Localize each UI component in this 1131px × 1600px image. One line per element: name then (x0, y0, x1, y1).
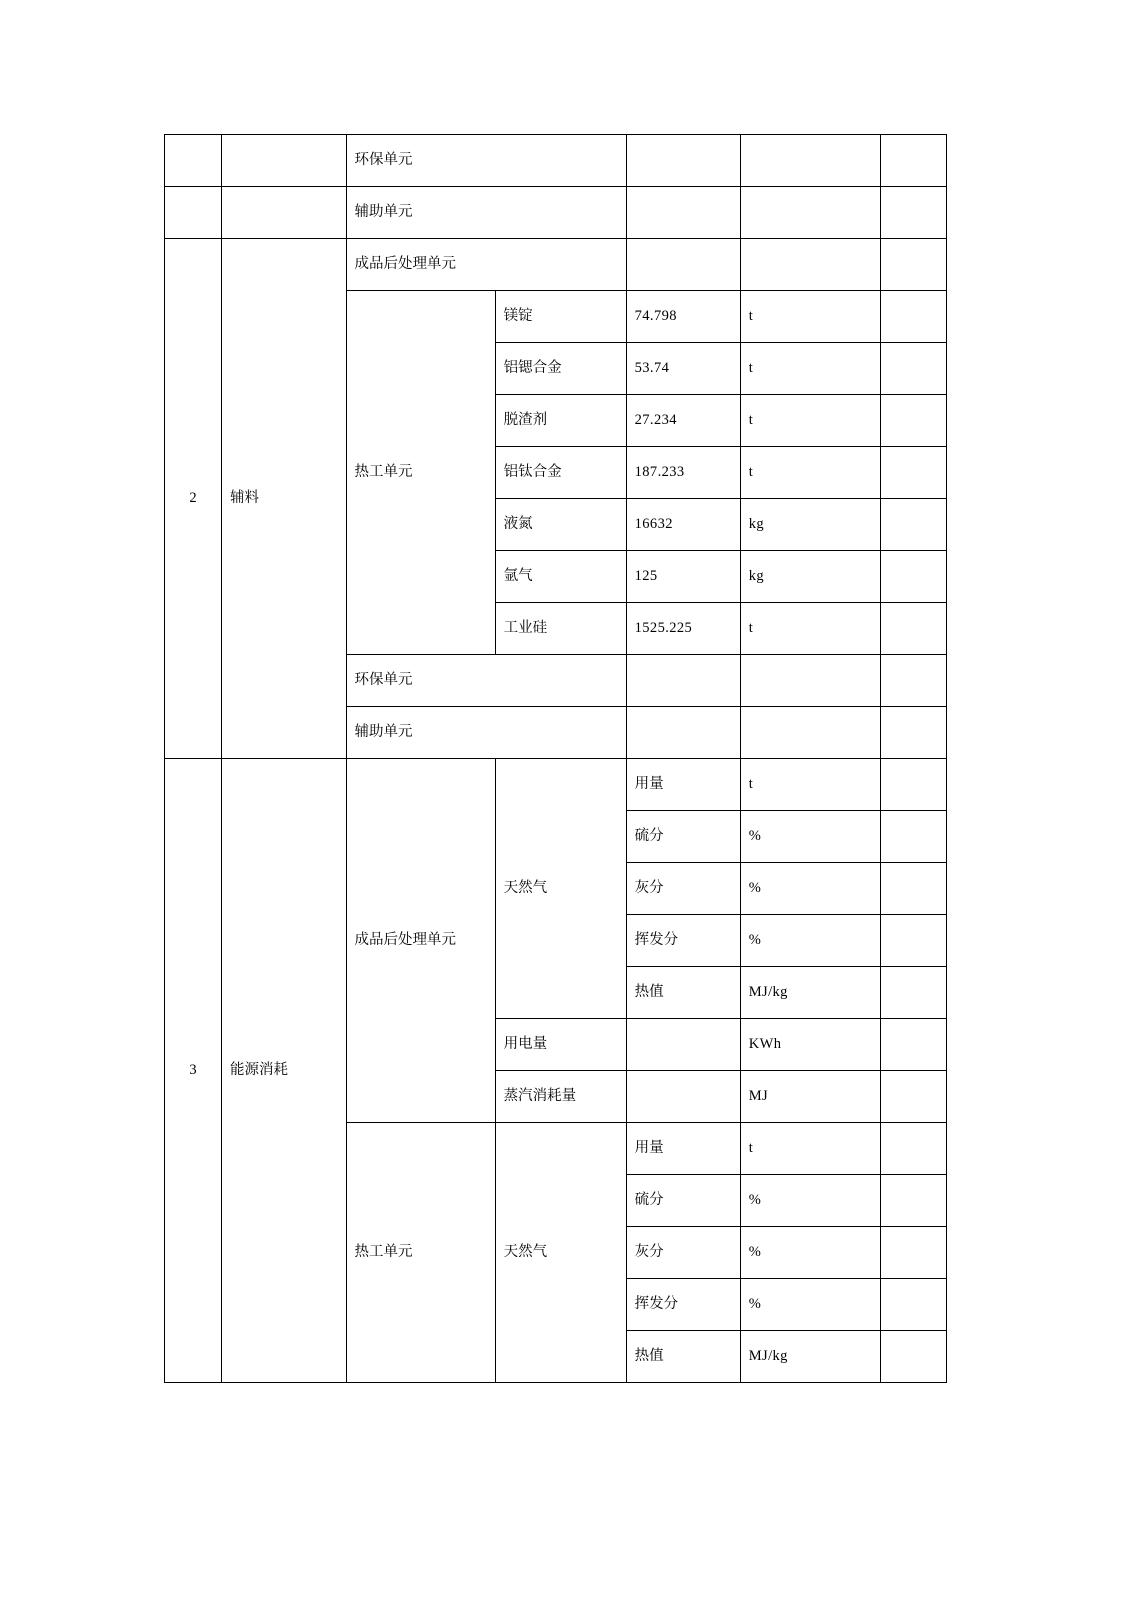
table-row (165, 239, 947, 291)
cell-unit-finishing: 成品后处理单元 (346, 239, 626, 291)
cell-unit-auxiliary: 辅助单元 (346, 707, 626, 759)
cell-indicator: 热值 (626, 1331, 740, 1383)
cell-remark (880, 967, 946, 1019)
cell-item-name: 铝钛合金 (495, 447, 626, 499)
cell-uom: % (740, 915, 880, 967)
cell-uom: % (740, 811, 880, 863)
cell-uom (740, 135, 880, 187)
cell-value: 74.798 (626, 291, 740, 343)
cell-remark (880, 291, 946, 343)
cell-remark (880, 759, 946, 811)
cell-remark (880, 187, 946, 239)
cell-number (165, 187, 222, 239)
cell-remark (880, 603, 946, 655)
cell-indicator: 灰分 (626, 1227, 740, 1279)
cell-section-number: 2 (165, 239, 222, 759)
cell-uom: t (740, 759, 880, 811)
cell-remark (880, 811, 946, 863)
cell-uom: t (740, 603, 880, 655)
cell-unit-thermal: 热工单元 (346, 291, 495, 655)
cell-remark (880, 1175, 946, 1227)
material-energy-table (164, 134, 947, 1383)
cell-indicator: 硫分 (626, 1175, 740, 1227)
cell-uom: % (740, 863, 880, 915)
cell-item-name: 镁锭 (495, 291, 626, 343)
cell-indicator: 热值 (626, 967, 740, 1019)
cell-value: 187.233 (626, 447, 740, 499)
cell-remark (880, 915, 946, 967)
cell-indicator: 灰分 (626, 863, 740, 915)
cell-uom: KWh (740, 1019, 880, 1071)
cell-value (626, 135, 740, 187)
cell-remark (880, 1123, 946, 1175)
cell-uom: kg (740, 551, 880, 603)
cell-uom: t (740, 447, 880, 499)
cell-uom (740, 187, 880, 239)
cell-remark (880, 863, 946, 915)
cell-remark (880, 499, 946, 551)
cell-indicator: 硫分 (626, 811, 740, 863)
cell-item-name: 铝锶合金 (495, 343, 626, 395)
cell-section-category: 能源消耗 (222, 759, 346, 1383)
cell-category (222, 135, 346, 187)
cell-uom: MJ/kg (740, 967, 880, 1019)
cell-item-name: 脱渣剂 (495, 395, 626, 447)
cell-value: 27.234 (626, 395, 740, 447)
cell-uom: t (740, 395, 880, 447)
cell-item-name: 工业硅 (495, 603, 626, 655)
cell-unit: 环保单元 (346, 135, 626, 187)
cell-section-number: 3 (165, 759, 222, 1383)
cell-remark (880, 551, 946, 603)
cell-value (626, 239, 740, 291)
cell-value (626, 187, 740, 239)
table-row (165, 187, 947, 239)
cell-item-name: 氩气 (495, 551, 626, 603)
cell-uom: % (740, 1227, 880, 1279)
cell-unit-environmental: 环保单元 (346, 655, 626, 707)
cell-value (626, 655, 740, 707)
cell-remark (880, 1019, 946, 1071)
cell-value: 1525.225 (626, 603, 740, 655)
cell-unit-finishing: 成品后处理单元 (346, 759, 495, 1123)
cell-item-natural-gas: 天然气 (495, 1123, 626, 1383)
cell-number (165, 135, 222, 187)
cell-uom: kg (740, 499, 880, 551)
cell-indicator: 用量 (626, 1123, 740, 1175)
cell-remark (880, 1227, 946, 1279)
cell-item-natural-gas: 天然气 (495, 759, 626, 1019)
cell-item-steam: 蒸汽消耗量 (495, 1071, 626, 1123)
cell-item-name: 液氮 (495, 499, 626, 551)
cell-remark (880, 343, 946, 395)
cell-uom: t (740, 1123, 880, 1175)
cell-uom: t (740, 343, 880, 395)
table-container (164, 134, 947, 1383)
cell-unit-thermal: 热工单元 (346, 1123, 495, 1383)
cell-remark (880, 239, 946, 291)
cell-remark (880, 655, 946, 707)
cell-value (626, 707, 740, 759)
cell-remark (880, 707, 946, 759)
cell-uom: % (740, 1175, 880, 1227)
cell-category (222, 187, 346, 239)
cell-remark (880, 447, 946, 499)
cell-section-category: 辅料 (222, 239, 346, 759)
cell-uom: MJ (740, 1071, 880, 1123)
cell-value: 16632 (626, 499, 740, 551)
cell-remark (880, 1331, 946, 1383)
cell-remark (880, 1071, 946, 1123)
table-row (165, 759, 947, 811)
cell-uom: % (740, 1279, 880, 1331)
cell-uom (740, 707, 880, 759)
cell-indicator: 挥发分 (626, 915, 740, 967)
cell-remark (880, 135, 946, 187)
cell-remark (880, 1279, 946, 1331)
cell-value (626, 1019, 740, 1071)
cell-uom: MJ/kg (740, 1331, 880, 1383)
cell-value (626, 1071, 740, 1123)
table-row (165, 135, 947, 187)
cell-indicator: 挥发分 (626, 1279, 740, 1331)
cell-indicator: 用量 (626, 759, 740, 811)
cell-uom (740, 239, 880, 291)
cell-uom: t (740, 291, 880, 343)
cell-value: 125 (626, 551, 740, 603)
cell-remark (880, 395, 946, 447)
cell-unit: 辅助单元 (346, 187, 626, 239)
cell-item-electricity: 用电量 (495, 1019, 626, 1071)
cell-value: 53.74 (626, 343, 740, 395)
cell-uom (740, 655, 880, 707)
